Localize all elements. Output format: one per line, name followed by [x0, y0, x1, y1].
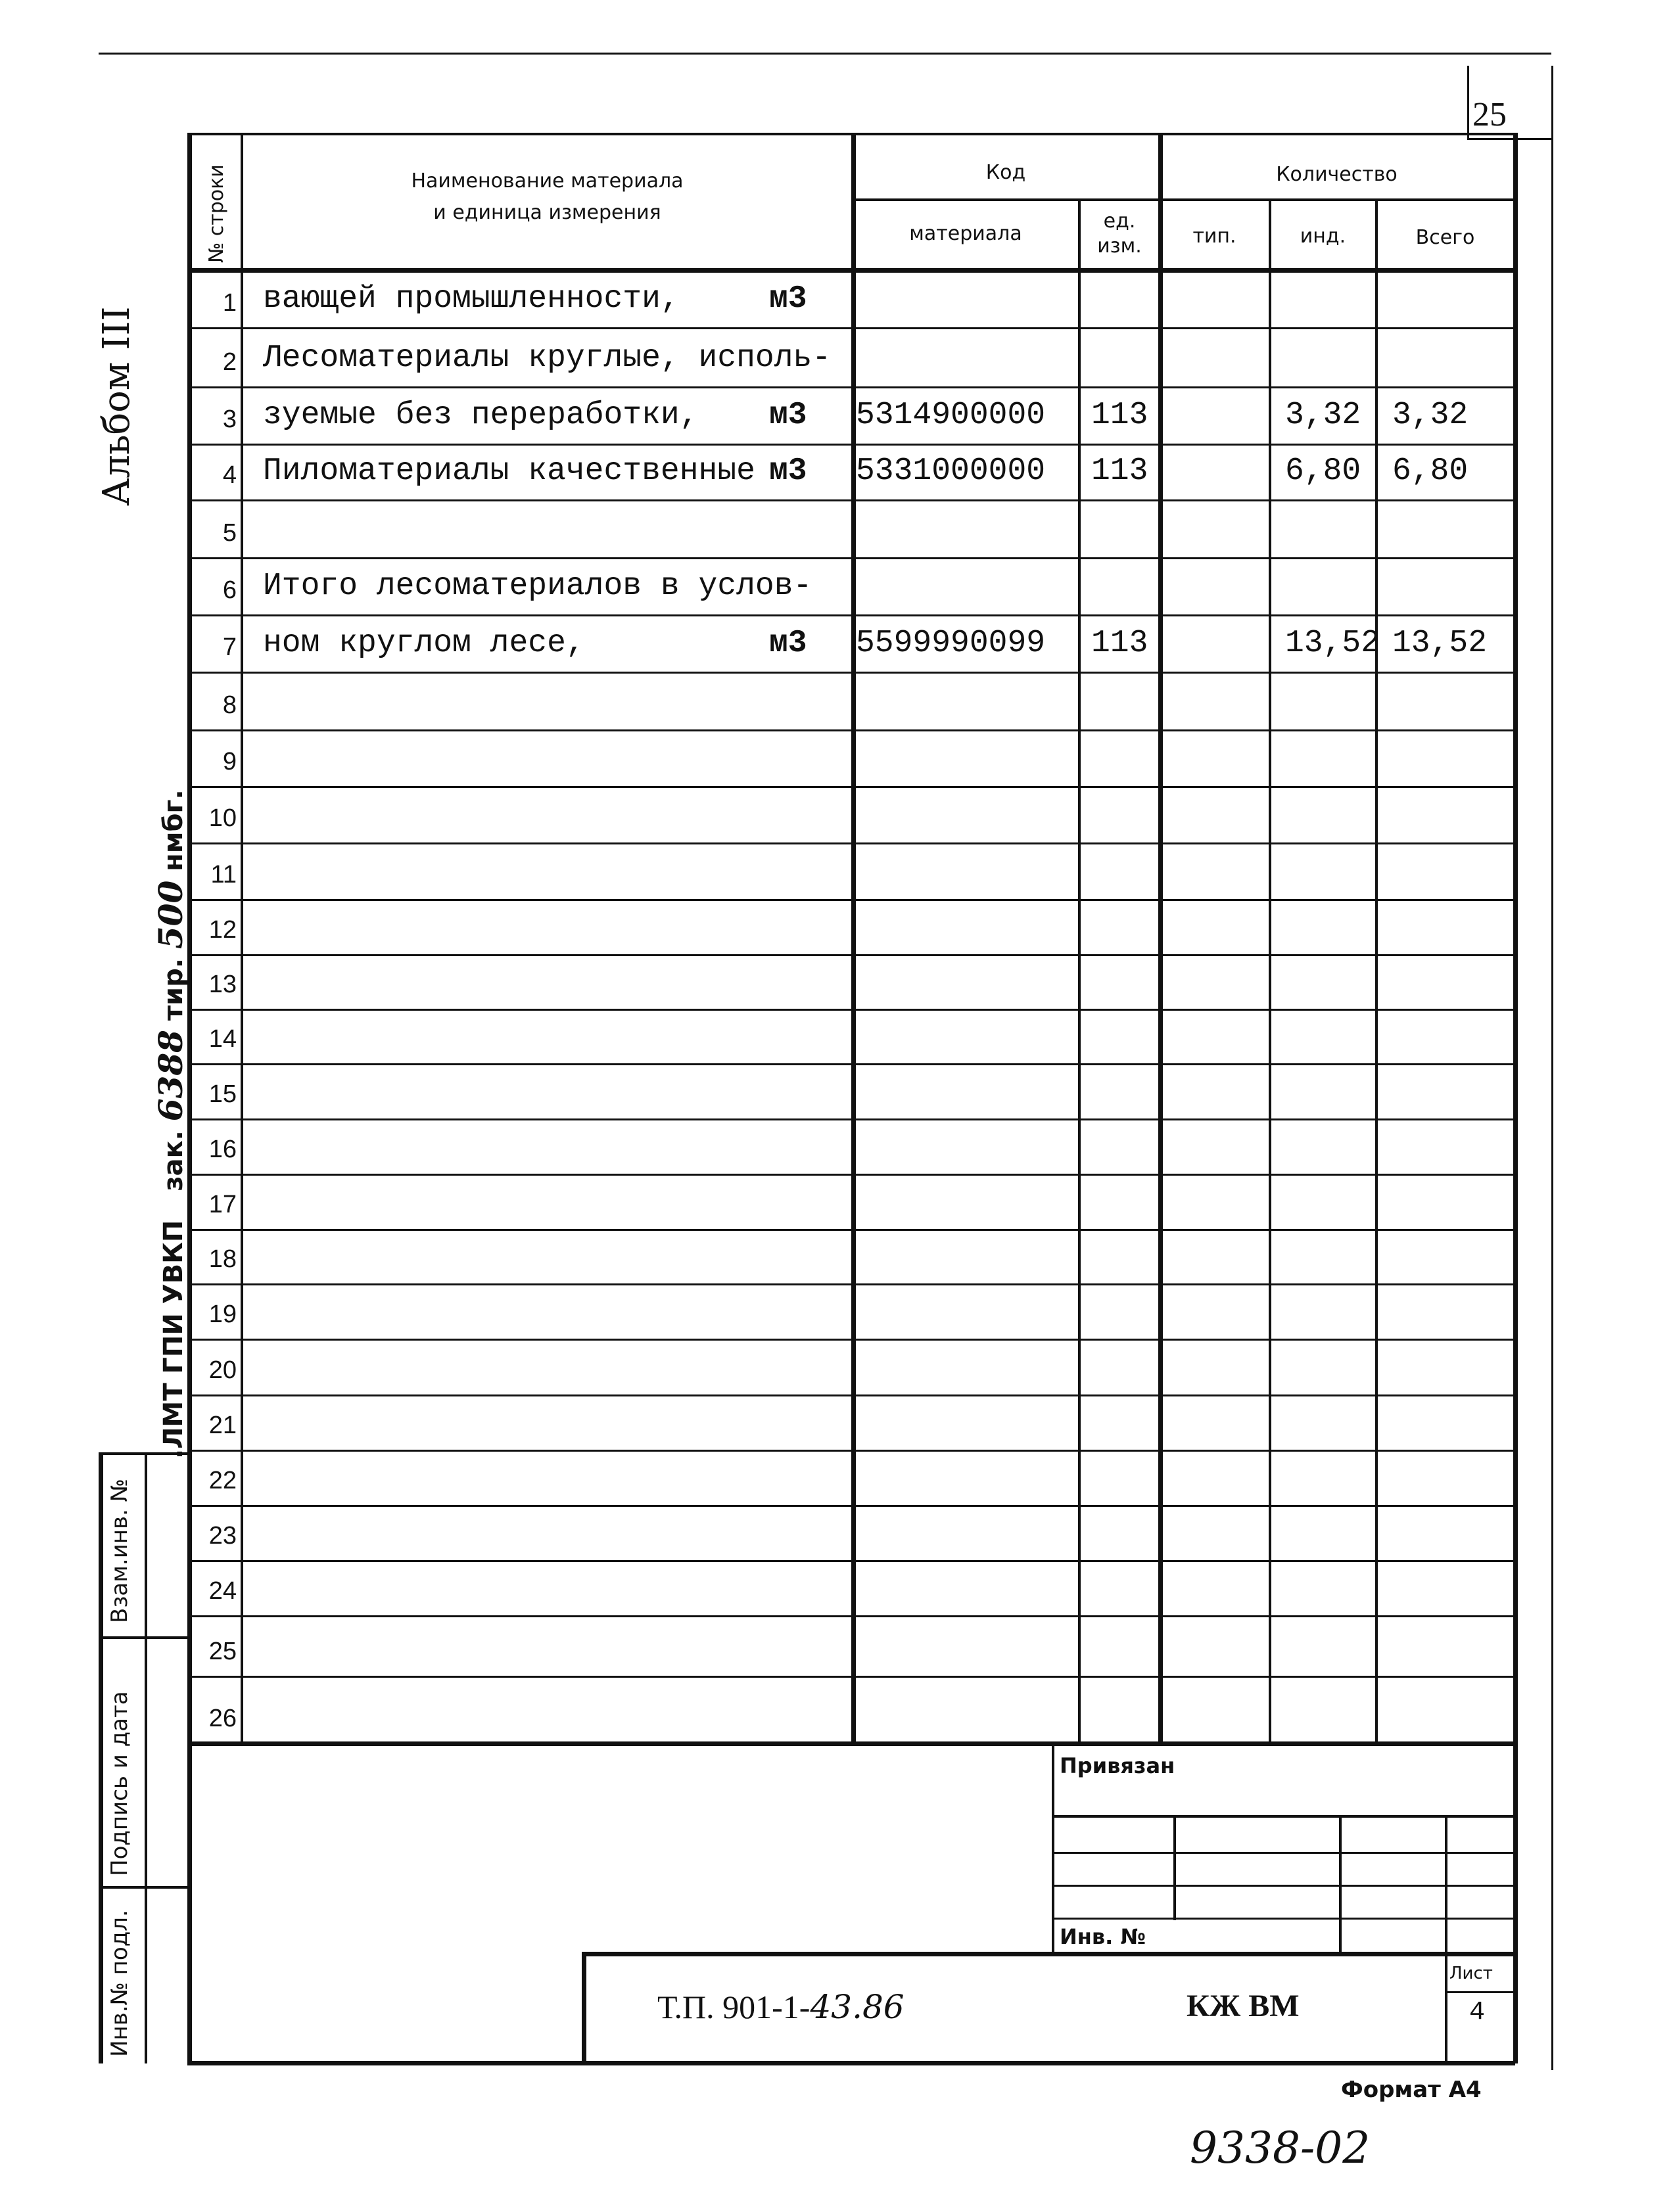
- print-stamp-print-prefix: тир.: [158, 958, 189, 1021]
- print-stamp-print-suffix: нмбг.: [158, 789, 189, 871]
- privyazan-col-2: [1339, 1815, 1342, 1953]
- row-code: 5331000000: [856, 453, 1046, 489]
- row-unit-label: м3: [769, 626, 807, 661]
- row-divider: [187, 1676, 1515, 1678]
- print-stamp: [151, 789, 190, 1459]
- row-number: 15: [208, 1080, 237, 1108]
- table-right-line: [1513, 133, 1518, 1743]
- row-number: 7: [222, 634, 237, 661]
- row-total: 3,32: [1392, 398, 1469, 433]
- row-divider: [187, 954, 1515, 956]
- inv-no-label: Инв. №: [1060, 1924, 1146, 1949]
- row-divider: [187, 1560, 1515, 1562]
- side-stamp-podpis: Подпись и дата: [106, 1691, 133, 1876]
- header-name-line1: Наименование материала: [411, 170, 684, 193]
- row-divider: [187, 899, 1515, 901]
- privyazan-left-line: [1052, 1741, 1054, 1952]
- sheet-value: 4: [1469, 1998, 1486, 2027]
- row-divider: [187, 672, 1515, 674]
- row-divider: [187, 1615, 1515, 1617]
- title-block-top-line: [582, 1952, 1515, 1956]
- print-stamp-org: .ЛМТ ГПИ УВКП: [158, 1220, 189, 1459]
- row-number: 10: [208, 804, 237, 832]
- header-code: Код: [985, 161, 1026, 184]
- row-divider: [187, 786, 1515, 788]
- row-divider: [187, 1174, 1515, 1176]
- row-number: 3: [222, 405, 237, 433]
- row-total: 6,80: [1392, 453, 1469, 489]
- table-body-bottom-line: [187, 1741, 1515, 1746]
- row-divider: [187, 1283, 1515, 1285]
- doc-prefix: Т.П. 901-1-: [657, 1989, 811, 2025]
- row-number: 19: [208, 1301, 237, 1328]
- page-number-box-left: [1467, 66, 1469, 138]
- row-divider: [187, 557, 1515, 559]
- row-divider: [187, 444, 1515, 446]
- row-name: Итого лесоматериалов в услов-: [263, 568, 812, 604]
- print-stamp-order-no: 6388: [151, 1030, 190, 1122]
- name-col-line: [851, 133, 856, 1743]
- row-divider: [187, 1063, 1515, 1065]
- row-number: 13: [208, 971, 237, 998]
- rownum-col-line: [241, 133, 243, 1743]
- side-stamp-inv-podl: Инв.№ подл.: [106, 1910, 133, 2057]
- header-total: Всего: [1415, 226, 1475, 249]
- privyazan-col-1: [1173, 1815, 1176, 1920]
- row-number: 21: [208, 1412, 237, 1439]
- row-divider: [187, 1339, 1515, 1341]
- sheet-split-line: [1445, 1991, 1515, 1993]
- row-number: 2: [222, 348, 237, 376]
- row-code: 5599990099: [856, 626, 1046, 661]
- row-number: 22: [208, 1467, 237, 1494]
- typ-col-line: [1269, 200, 1271, 1743]
- row-name: Лесоматериалы круглые, исполь-: [263, 340, 832, 376]
- row-divider: [187, 1394, 1515, 1396]
- row-divider: [187, 1505, 1515, 1507]
- row-number: 12: [208, 916, 237, 944]
- row-number: 25: [208, 1638, 237, 1665]
- page-outer-right-line: [1551, 66, 1553, 2070]
- row-number: 6: [222, 576, 237, 604]
- code-col-line: [1078, 200, 1081, 1743]
- row-number: 4: [222, 461, 237, 489]
- side-stamp-line-2: [99, 1886, 187, 1889]
- row-code: 5314900000: [856, 398, 1046, 433]
- privyazan-col-3: [1445, 1815, 1447, 1953]
- doc-number: 43.86: [810, 1988, 905, 2026]
- row-unit: 113: [1091, 453, 1148, 489]
- row-number: 14: [208, 1025, 237, 1053]
- header-mid-line: [851, 198, 1515, 201]
- top-border-line: [99, 53, 1551, 55]
- side-stamp-left-line: [99, 1452, 103, 2063]
- row-name: ном круглом лесе,: [263, 626, 585, 661]
- ind-col-line: [1375, 200, 1378, 1743]
- row-number: 1: [222, 289, 237, 317]
- sheet-col-line: [1445, 1952, 1447, 2063]
- row-number: 20: [208, 1356, 237, 1384]
- header-typ: тип.: [1192, 225, 1236, 248]
- row-unit: 113: [1091, 626, 1148, 661]
- row-number: 16: [208, 1136, 237, 1163]
- privyazan-label: Привязан: [1060, 1753, 1175, 1778]
- row-number: 5: [222, 519, 237, 547]
- header-name-line2: и единица измерения: [433, 201, 661, 224]
- doc-designation: [657, 1988, 905, 2026]
- side-stamp-top-line: [99, 1452, 187, 1455]
- header-row-no: № строки: [205, 164, 228, 263]
- row-ind: 3,32: [1285, 398, 1361, 433]
- row-divider: [187, 729, 1515, 731]
- row-number: 23: [208, 1522, 237, 1550]
- row-ind: 6,80: [1285, 453, 1361, 489]
- row-name: зуемые без переработки,: [263, 398, 699, 433]
- format-label: Формат А4: [1341, 2077, 1482, 2103]
- row-divider: [187, 327, 1515, 329]
- bottom-handwritten-number: 9338-02: [1190, 2123, 1371, 2173]
- title-block-left-line: [582, 1952, 586, 2063]
- row-divider: [187, 1009, 1515, 1011]
- row-number: 18: [208, 1245, 237, 1273]
- sheet-label: Лист: [1449, 1964, 1493, 1983]
- row-number: 8: [222, 691, 237, 719]
- row-divider: [187, 1118, 1515, 1120]
- bottom-right-line: [1513, 1741, 1518, 2063]
- page-bottom-line: [187, 2061, 1515, 2065]
- album-label: Альбом III: [95, 306, 138, 506]
- page-number-box-bottom: [1467, 138, 1551, 140]
- row-number: 9: [222, 748, 237, 775]
- side-stamp-vzam: Взам.инв. №: [106, 1478, 133, 1623]
- row-number: 11: [210, 861, 237, 888]
- row-divider: [187, 842, 1515, 844]
- unit-col-line: [1158, 133, 1163, 1743]
- row-total: 13,52: [1392, 626, 1488, 661]
- header-material: материала: [909, 222, 1022, 245]
- header-quantity: Количество: [1276, 163, 1398, 186]
- header-ind: инд.: [1300, 225, 1346, 248]
- row-number: 17: [208, 1191, 237, 1218]
- doc-mark: КЖ ВМ: [1187, 1989, 1300, 2023]
- row-name: Пиломатериалы качественные: [263, 453, 755, 489]
- header-unit: ед. изм.: [1097, 210, 1142, 258]
- row-unit: 113: [1091, 398, 1148, 433]
- row-divider: [187, 499, 1515, 501]
- print-stamp-order-prefix: зак.: [158, 1130, 189, 1191]
- row-number: 24: [208, 1577, 237, 1605]
- page-number: 25: [1472, 96, 1507, 133]
- header-bottom-line: [187, 268, 1515, 273]
- row-name: вающей промышленности,: [263, 281, 680, 317]
- row-unit-label: м3: [769, 398, 807, 433]
- row-divider: [187, 614, 1515, 616]
- bottom-left-line: [187, 1741, 192, 2063]
- print-stamp-print-run: 500: [151, 880, 190, 950]
- row-divider: [187, 1229, 1515, 1231]
- side-stamp-mid-line: [145, 1452, 147, 2063]
- row-unit-label: м3: [769, 453, 807, 489]
- row-ind: 13,52: [1285, 626, 1380, 661]
- row-number: 26: [208, 1705, 237, 1732]
- row-divider: [187, 1450, 1515, 1452]
- row-unit-label: м3: [769, 281, 807, 317]
- row-divider: [187, 386, 1515, 388]
- side-stamp-line-1: [99, 1636, 187, 1639]
